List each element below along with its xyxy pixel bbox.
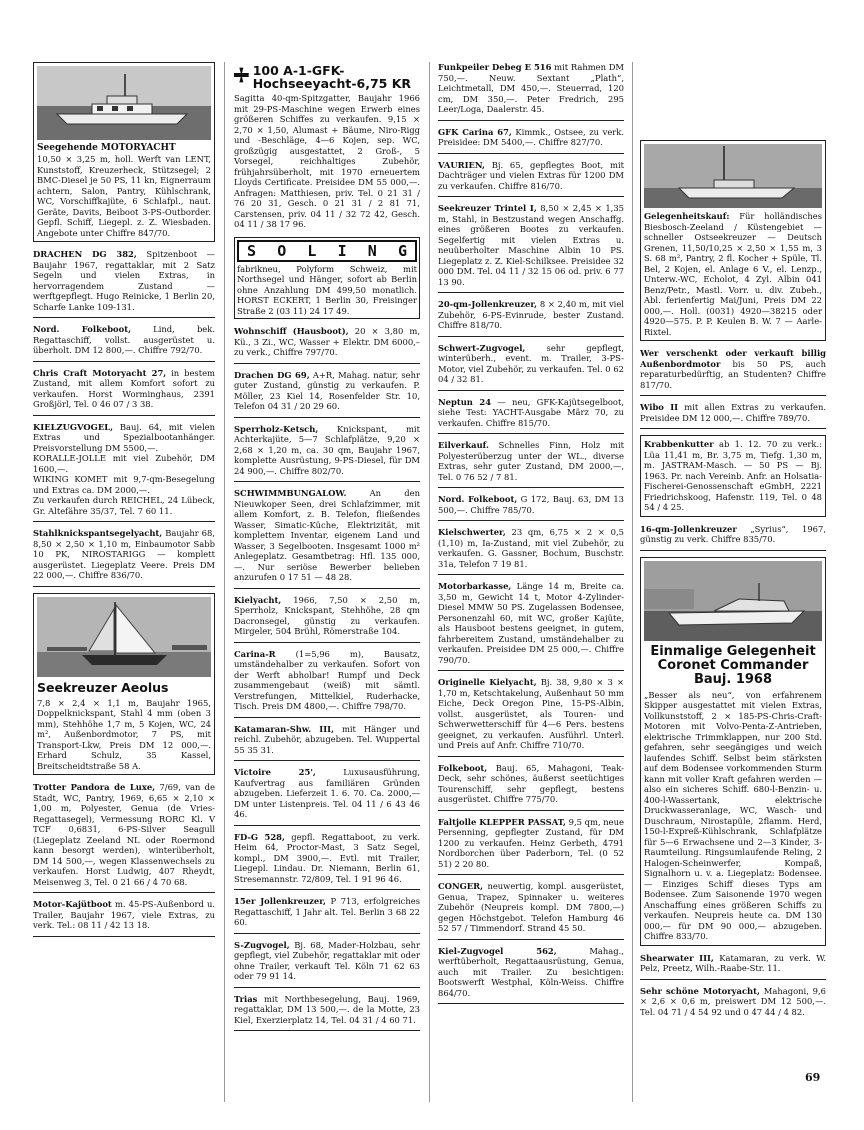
ad-lead: Carina-R (234, 648, 276, 659)
ad-lead: Wibo II (640, 402, 679, 412)
ad-text: „Besser als neu“, von erfahrenem Skipper ausgestattet mit vielen Extras, Vollkunststoff, 2 × 185-PS-Chris-Craft-Motoren mit Volvo-Penta-Z-Antrieben, elektrische Trimmklappen, nur 200 Std. gefahren, sehr seegängiges und weich laufendes Schiff. Selbst beim stärksten auf dem Bodensee vorkommenden Sturm kann mit voller Kraft gefahren werden — also ein sicheres Schiff. 680-l-Benzin- u. 400-l-Wassertank, elektrische Druckwasseranlage, WC, Wasch- und Duschraum, Nirostapüle, 2flamm. Herd, 150-l-Expreß-Kühlschrank, Schlafplätze für 5—6 Erwachsene und 2—3 Kinder, 3-Raumteilung. Ringsumlaufende Reling, 2 Halogen-Scheinwerfer, Kompaß, Signalhorn u. v. a. Liegeplatz: Bodensee. — Einziges Schiff dieses Typs am Bodensee. Zum Saisonende 1970 wegen Anschaffung eines größeren Schiffs zu verkaufen. Neupreis heute ca. DM 130 000,— für DM 90 000,— abzugeben. Chiffre 833/70. (644, 689, 822, 941)
ad-lead: Chris Craft Motoryacht 27, (33, 367, 167, 378)
ad-text: 10,50 × 3,25 m, holl. Werft van LENT, Kunststoff, Kreuzerheck, Stützsegel; 2 BMC-Diesel je 50 PS, 11 kn, Eignerraum achtern, Salon, Pantry, Kühlschrank, WC, Vorschiffkajüte, 6 Schlafpl., naut. Geräte, Davits, Beiboot 3-PS-Outborder. Gepfl. Schiff, Liegepl. z. Z. Wiesbaden. Angebote unter Chiffre 847/70. (37, 154, 211, 238)
ad-lead: VAURIEN, (438, 159, 485, 170)
ad-text: An den Nieuwkoper Seen, drei Schlafzimmer, mit allem Komfort, z. B. Telefon, fließendes Wasser, Simatic-Küche, Elektrizität, mit komplettem Inventar, eigenem Land und Wasser, 3 Segelbooten. Insgesamt 1000 m² Anlegeplatz. Gesamtbetrag: Hfl. 135 000,—. Nur seriöse Bewerber belieben anzurufen 0 17 51 — 48 28. (234, 488, 420, 582)
ad-text: Bauj. 65, Mahagoni, Teak-Deck, sehr schönes, äußerst seetüchtiges Tourenschiff, sehr gepflegt, bestens ausgerüstet. Chiffre 775/70. (438, 762, 624, 804)
ad-text: Kimmk., Ostsee, zu verk. Preisidee: DM 5400,—. Chiffre 827/70. (438, 126, 625, 147)
ad-lead: Nord. Folkeboot, (438, 494, 518, 504)
ad-text: Mahagoni, 9,6 × 2,6 × 0,6 m, preiswert DM 12 500,—. Tel. 04 71 / 4 54 92 und 0 47 44 / 4 82. (640, 985, 827, 1017)
classified-ad (640, 953, 826, 980)
ad-text: mit Hänger und reichl. Zubehör, abzugeben. Tel. Wuppertal 55 35 31. (234, 723, 420, 755)
ad-lead: Krabbenkutter (644, 439, 714, 449)
ad-lead: Shearwater III, (640, 952, 714, 963)
ad-lead: Nord. Folkeboot, (33, 324, 132, 334)
classified-ad (33, 899, 215, 937)
ad-title: Einmalige Gelegenheit Coronet Commander Bauj. 1968 (650, 643, 816, 687)
ad-text: Katamaran, zu verk. W. Pelz, Preetz, Wilh.-Raabe-Str. 11. (640, 952, 826, 973)
ad-lead: Katamaran-Shw. III, (234, 723, 334, 734)
ad-text: Bj. 38, 9,80 × 3 × 1,70 m, Ketschtakelung, Außenhaut 50 mm Eiche, Deck Oregon Pine, 15-PS-Albin, vollst. ausgerüstet, als Touren- und Schwerwetterschiff für 4—6 Pers. bestens geeignet, zu verkaufen. Ausführl. Unterl. und Preis auf Anfr. Chiffre 710/70. (438, 677, 624, 750)
classified-ad (234, 724, 420, 762)
column-rule (224, 62, 225, 1102)
classified-ad (234, 896, 420, 934)
ad-text: mit Northbesegelung, Bauj. 1969, regattaklar, DM 13 500,—. de la Motte, 23 Kiel, Exerzierplatz 14, Tel. 04 31 / 4 60 71. (234, 993, 420, 1025)
classified-ad (234, 832, 420, 891)
classified-ad (33, 528, 215, 587)
ad-text: A+R, Mahag. natur, sehr guter Zustand, günstig zu verkaufen. P. Möller, 23 Kiel 14, Rosenfelder Str. 10, Telefon 04 31 / 20 29 60. (234, 369, 420, 411)
ad-lead: Motorbarkasse, (438, 581, 512, 591)
ad-text: Lind, bek. Regattaschiff, vollst. ausgerüstet u. überholt. DM 12 800,—. Chiffre 792/70. (33, 324, 215, 355)
sailboat-photo (37, 597, 211, 677)
ad-text: Mahag., werftüberholt, Regattaausrüstung, Genua, auch mit Trailer. Zu besichtigen: Bootswerft Westphal, Köln-Weiss. Chiffre 864/70. (438, 945, 624, 998)
classified-ad (33, 474, 215, 495)
classified-ad (33, 368, 215, 416)
ad-text: neuwertig, kompl. ausgerüstet, Genua, Trapez, Spinnaker u. weiteres Zubehör (Neupreis kompl. DM 7800,—) gegen Höchstgebot. Telefon Hamburg 46 52 57 / Timmendorf. Strand 45 50. (438, 881, 624, 933)
classified-ad (438, 440, 624, 488)
ad-text: bis 50 PS, auch reparaturbedürftig, an Studenten? Chiffre 817/70. (640, 358, 826, 390)
classified-ad (234, 649, 420, 718)
ad-lead: 15er Jollenkreuzer, (234, 896, 326, 906)
ad-text: P 713, erfolgreiches Regattaschiff, 1 Jahr alt. Tel. Berlin 3 68 22 60. (234, 896, 420, 927)
ad-text: Spitzenboot — Baujahr 1967, regattaklar, mit 2 Satz Segeln und vielen Extras, in hervorragendem Zustand — werftgepflegt. Hugo Reinicke, 1 Berlin 20, Scharfe Lanke 109-131. (33, 249, 215, 312)
ad-text: KORALLE-JOLLE mit viel Zubehör, DM 1600,—. (33, 453, 215, 474)
ad-text: Bj. 68, Mader-Holzbau, sehr gepflegt, viel Zubehör, regattaklar mit oder ohne Trailer, verkauft Tel. Köln 71 62 63 oder 79 91 14. (234, 939, 420, 981)
ad-box-soling (234, 237, 420, 320)
ad-box-aeolus (33, 593, 215, 776)
ad-text: WIKING KOMET mit 9,7-qm-Besegelung und Extras ca. DM 2000,—. (33, 474, 215, 495)
ad-lead: Gelegenheitskauf: (644, 211, 730, 221)
ad-text: mit allen Extras zu verkaufen. Preisidee DM 12 000,—. Chiffre 789/70. (640, 402, 827, 423)
sailboat-photo-image (37, 597, 211, 677)
column-2 (234, 62, 420, 1037)
ad-lead: Stahlknickspantsegelyacht, (33, 528, 163, 538)
ad-box-gelegenheitskauf (640, 140, 826, 341)
page-number: 69 (805, 1071, 821, 1084)
ad-text: fabrikneu, Polyform Schweiz, mit Northsegel und Hänger, sofort ab Berlin ohne Anzahlung DM 499,50 monatlich. HORST ECKERT, 1 Berlin 30, Freisinger Straße 2 (03 11) 24 17 49. (237, 263, 417, 316)
classified-ad (640, 348, 826, 396)
classified-ad (438, 299, 624, 337)
classified-ad (438, 494, 624, 521)
classified-ad (33, 782, 215, 893)
ad-text: 1966, 7,50 × 2,50 m, Sperrholz, Knickspant, Stehhöhe, 28 qm Dacronsegel, günstig zu verkaufen. Mirgeler, 504 Brühl, Römerstraße 104. (234, 594, 420, 636)
classified-ad (234, 994, 420, 1032)
soling-letter: N (367, 241, 377, 260)
ad-lead: Sperrholz-Ketsch, (234, 423, 319, 434)
ad-lead: Neptun 24 (438, 396, 492, 407)
ad-text: Länge 14 m, Breite ca. 3,50 m, Gewicht 14 t, Motor 4-Zylinder-Diesel MMW 50 PS. Zugelassen Bodensee, Personenzahl 60, mit WC, großer Kajüte, als Hausboot bestens geeignet, in gutem, fahrbereitem Zustand, umständehalber zu verkaufen. Preisidee DM 25 000,—. Chiffre 790/70. (438, 581, 624, 665)
ad-text: 9,5 qm, neue Persenning, gepflegter Zustand, für DM 1200 zu verkaufen. Heinz Gerbeth, 4791 Nordborchen über Paderborn, Tel. (0 52 51) 2 20 80. (438, 816, 624, 869)
ad-text: mit Rahmen DM 750,—. Neuw. Sextant „Plath“, Leichtmetall, DM 450,—. Steuerrad, 120 cm, DM 350,—. Peter Fredrich, 295 Leer/Loga, Daalerstr. 45. (438, 62, 624, 114)
classified-ad (438, 62, 624, 121)
ad-lead: Wer verschenkt oder verkauft billig Außenbordmotor (640, 348, 826, 369)
ad-text-body: Für holländisches Biesbosch-Zeeland / Küstengebiet — schneller Ostseekreuzer — Deutsch Grenen, 11,50/10,25 × 2,50 × 1,55 m, 3 S. 68 m², Pantry, 2 fl. Kocher + Spüle, Tl. Bel, 2 Kojen, el. Anlage 6 V., el. Lenzp., Unterw.-WC, Echolot, 4 Zyl. Albin 041 Benz/Petr., Mastl. Vorr. u. div. Zubeh., Abl. ferienfertig Mai/Juni, Preis DM 22 000,—. Holl. (0031) 4920—38215 oder 4920—575. P. P. Keulen B. W. 7 — Aarle-Rixtel. (644, 211, 822, 337)
ad-lead: Wohnschiff (Hausboot), (234, 326, 349, 336)
classified-ad (438, 763, 624, 811)
classified-ad (234, 940, 420, 988)
ad-text: Knickspant, mit Achterkajüte, 5—7 Schlafplätze, 9,20 × 2,68 × 1,20 m, ca. 30 qm, Baujahr 1967, komplette Ausrüstung, 9-PS-Diesel, für DM 24 900,—. Chiffre 802/70. (234, 423, 420, 476)
motoryacht-photo-image (37, 66, 211, 140)
ad-text: m. 45-PS-Außenbord u. Trailer, Baujahr 1967, viele Extras, zu verk. Tel.: 08 11 / 42 13 18. (33, 899, 215, 930)
classified-ad (438, 817, 624, 876)
cruiser-photo (644, 144, 822, 208)
classified-ad (438, 127, 624, 154)
ad-text: 20 × 3,80 m, Kü., 3 Zi., WC, Wasser + Elektr. DM 6000,– zu verk., Chiffre 797/70. (234, 326, 420, 357)
soling-letter: L (307, 241, 317, 260)
classified-ad (438, 677, 624, 757)
ad-text: Zu verkaufen durch REICHEL, 24 Lübeck, Gr. Altefähre 35/37, Tel. 7 60 11. (33, 495, 215, 516)
ad-text: „Syrius“, 1967, günstig zu verk. Chiffre 835/70. (640, 523, 826, 544)
ad-text: Luxusausführung, Kaufvertrag aus familiären Gründen abzugeben. Lieferzeit 1. 6. 70. Ca. 2000,— DM unter Listenpreis. Tel. 04 11 / 6 43 46 46. (234, 767, 420, 819)
ad-lead: Seekreuzer Trintel I, (438, 203, 537, 213)
ad-text: 7,8 × 2,4 × 1,1 m, Baujahr 1965, Doppelknickspant, Stahl 4 mm (oben 3 mm), Stehhöhe 1,7 m, 5 Kojen, WC, 24 m², Außenbordmotor, 7 PS, mit Transport-Lkw, Preis DM 12 000,—. Erhard Schulz, 35 Kassel, Breitscheidtstraße 58 A. (37, 697, 211, 771)
ad-lead: Eilverkauf. (438, 440, 489, 450)
classified-ad (33, 324, 215, 362)
classified-ad (234, 488, 420, 589)
ad-lead: Originelle Kielyacht, (438, 677, 537, 687)
motorboat-photo-image (644, 561, 822, 641)
classified-ad (234, 595, 420, 643)
classified-ad (640, 402, 826, 429)
ad-text (644, 211, 822, 337)
classified-ad (234, 326, 420, 364)
ad-box-hochseeyacht (234, 64, 420, 230)
ad-title-row (234, 64, 420, 90)
ad-lead: Kielyacht, (234, 594, 282, 605)
ad-text: Bauj. 64, mit vielen Extras und Spezialbootanhänger. Preisvorstellung DM 5500,—. (33, 421, 215, 453)
ad-title: Seegehende MOTORYACHT (37, 143, 176, 153)
column-rule (632, 62, 633, 1102)
ad-lead: Trias (234, 993, 258, 1004)
motorboat-photo (644, 561, 822, 641)
column-1 (33, 62, 215, 943)
ad-lead: DRACHEN DG 382, (33, 249, 137, 259)
classified-ad (438, 160, 624, 198)
soling-letter: S (247, 241, 257, 260)
iron-cross-icon (234, 64, 249, 86)
ad-text: 8,50 × 2,45 × 1,35 m, Stahl, in Bestzustand wegen Anschaffg. eines größeren Bootes zu verkaufen. Segelfertig mit vielen Extras u. neuüberholter Maschine Albin 10 PS. Liegeplatz z. Z. Kiel-Schilksee. Preisidee 32 000 DM. Tel. 04 11 / 32 15 06 od. priv. 6 77 13 90. (438, 203, 624, 287)
cruiser-photo-image (644, 144, 822, 208)
ad-lead: Trotter Pandora de Luxe, (33, 782, 156, 792)
classified-ad (33, 453, 215, 474)
classified-ad (234, 767, 420, 826)
ad-list-top (33, 249, 215, 587)
ad-text: gepfl. Regattaboot, zu verk. Heim 64, Proctor-Mast, 3 Satz Segel, kompl., DM 3900,—. Evtl. mit Trailer, Liegepl. Lindau. Dr. Niemann, Berlin 61, Stresemannstr. 72/809, Tel. 1 91 96 46. (234, 831, 420, 884)
ad-title: Seekreuzer Aeolus (37, 679, 169, 695)
ad-lead: GFK Carina 67, (438, 126, 512, 137)
column-3 (438, 62, 624, 1010)
ad-lead: SCHWIMMBUNGALOW. (234, 488, 347, 498)
column-rule (429, 62, 430, 1102)
classified-ad (33, 249, 215, 318)
ad-text: 23 qm, 6,75 × 2 × 0,5 (1,10) m, Ia-Zustand, mit viel Zubehör, zu verkaufen. G. Gassner, Bochum, Buschstr. 31a, Telefon 7 19 81. (438, 527, 624, 569)
ad-text-body: ab 1. 12. 70 zu verk.: Lüa 11,41 m, Br. 3,75 m, Tiefg. 1,30 m, m. JASTRAM-Masch. — 50 PS — Bj. 1963. Pr. nach Vereinb. Anfr. an Holsatia-Fischerei-Genossenschaft eGmbH, 2221 Friedrichskoog, Hafenstr. 119, Tel. 0 48 54 / 4 25. (644, 439, 822, 512)
ad-text: Schnelles Finn, Holz mit Polyesterüberzug unter der WL., diverse Extras, sehr guter Zustand, DM 2000,—, Tel. 0 76 52 / 7 81. (438, 440, 624, 482)
ad-text: — neu, GFK-Kajütsegelboot, siehe Test: YACHT-Ausgabe März 70, zu verkaufen. Chiffre 815/70. (438, 396, 624, 428)
ad-lead: Sehr schöne Motoryacht, (640, 985, 760, 996)
classified-ad (640, 986, 826, 1023)
ad-text: 7/69, van de Stadt, WC, Pantry, 1969, 6,65 × 2,10 × 1,00 m, Polyester, Genua (de Vries-Regattasegel), Vermessung RORC Kl. V TCF 0,6831, 6-PS-Silver Seagull (Liegeplatz Zeeland NL oder Roermond kann besorgt werden), winterüberholt, DM 14 500,—, wegen Klassenwechsels zu verkaufen. Horst Ludwig, 407 Rheydt, Meisenweg 3, Tel. 0 21 66 / 4 70 68. (33, 782, 215, 887)
classified-ad (438, 527, 624, 575)
ad-text: sehr gepflegt, winterüberh., event. m. Trailer, 3-PS-Motor, viel Zubehör, zu verkaufen. Tel. 0 62 04 / 32 81. (438, 342, 624, 384)
ad-box-krabbenkutter (640, 435, 826, 517)
ad-lead: FD-G 528, (234, 831, 285, 842)
ad-text: Sagitta 40-qm-Spitzgatter, Baujahr 1966 mit 29-PS-Maschine wegen Erwerb eines größeren Schiffes zu verkaufen. 9,15 × 2,70 × 1,50, Alumast + Bäume, Niro-Rigg und -Beschläge, 4—6 Kojen, sep. WC, großzügig ausgestattet, 2 Groß-, 5 Vorsegel, reichhaltiges Zubehör, frühjahrsüberholt, mit 1970 erneuertem Lloyds Certificate. Preisidee DM 55 000,—. Anfragen: Matthiesen, priv. Tel. 0 21 31 / 76 20 31, Gesch. 0 21 31 / 2 81 71, Carstensen, priv. 04 11 / 32 72 42, Gesch. 04 11 / 38 17 96. (234, 93, 420, 229)
column-4 (640, 140, 826, 1028)
ad-lead: Victoire 25', (234, 767, 316, 777)
ad-lead: CONGER, (438, 881, 484, 891)
ad-lead: Kielschwerter, (438, 527, 506, 537)
ad-lead: 20-qm-Jollenkreuzer, (438, 299, 538, 309)
classified-ad (640, 524, 826, 551)
ad-box-coronet (640, 557, 826, 946)
classified-ad (438, 881, 624, 940)
ad-text: 8 × 2,40 m, mit viel Zubehör, 6-PS-Evinrude, bester Zustand. Chiffre 818/70. (438, 299, 624, 330)
ad-text: in bestem Zustand, mit allem Komfort sofort zu verkaufen. Horst Worminghaus, 2391 Großjörl, Tel. 0 46 07 / 3 38. (33, 367, 215, 409)
soling-letter: O (277, 241, 287, 260)
classified-ad (438, 343, 624, 391)
ad-text: G 172, Bauj. 63, DM 13 500,—. Chiffre 785/70. (438, 494, 624, 515)
ad-lead: Drachen DG 69, (234, 369, 310, 380)
ad-lead: Motor-Kajütboot (33, 899, 112, 909)
ad-lead: KIELZUGVOGEL, (33, 421, 114, 432)
classified-ad (33, 495, 215, 522)
classified-ad (33, 422, 215, 454)
soling-letter: I (337, 241, 347, 260)
ad-lead: 16-qm-Jollenkreuzer (640, 523, 737, 534)
ad-lead: Schwert-Zugvogel, (438, 342, 526, 353)
soling-letter: G (397, 241, 407, 260)
ad-lead: Kiel-Zugvogel 562, (438, 945, 557, 956)
ad-lead: Faltjolle KLEPPER PASSAT, (438, 816, 566, 827)
classified-ad (438, 581, 624, 671)
ad-lead: S-Zugvogel, (234, 939, 290, 950)
ad-lead: Folkeboot, (438, 762, 488, 773)
ad-title: 100 A-1-GFK-Hochseeyacht-6,75 KR (252, 63, 412, 91)
ad-lead: Funkpeiler Debeg E 516 (438, 62, 552, 72)
ad-text (644, 439, 822, 513)
classified-ad (234, 370, 420, 418)
classified-ad (438, 203, 624, 293)
ad-box-motoryacht (33, 62, 215, 242)
ad-text: Bj. 65, gepflegtes Boot, mit Dachträger und vielen Extras für 1200 DM zu verkaufen. Chiffre 816/70. (438, 159, 624, 191)
soling-logo (237, 240, 417, 262)
ad-text: Baujahr 68, 8,50 × 2,50 × 1,10 m, Einbaumotor Sabb 10 PK, NIROSTARIGG — komplett ausgerüstet. Liegeplatz Veere. Preis DM 22 000,—. Chiffre 836/70. (33, 528, 215, 580)
classified-ad (438, 397, 624, 435)
motoryacht-photo (37, 66, 211, 140)
ad-text: (1=5,96 m), Bausatz, umständehalber zu verkaufen. Sofort von der Werft abholbar! Rumpf und Deck zusammengebaut (weiß) mit sämtl. Verstrefungen, Mittelkiel, Ruderhacke, Tisch. Preis DM 4800,—. Chiffre 798/70. (234, 648, 420, 711)
classified-ad (438, 946, 624, 1005)
classified-ad (234, 424, 420, 483)
